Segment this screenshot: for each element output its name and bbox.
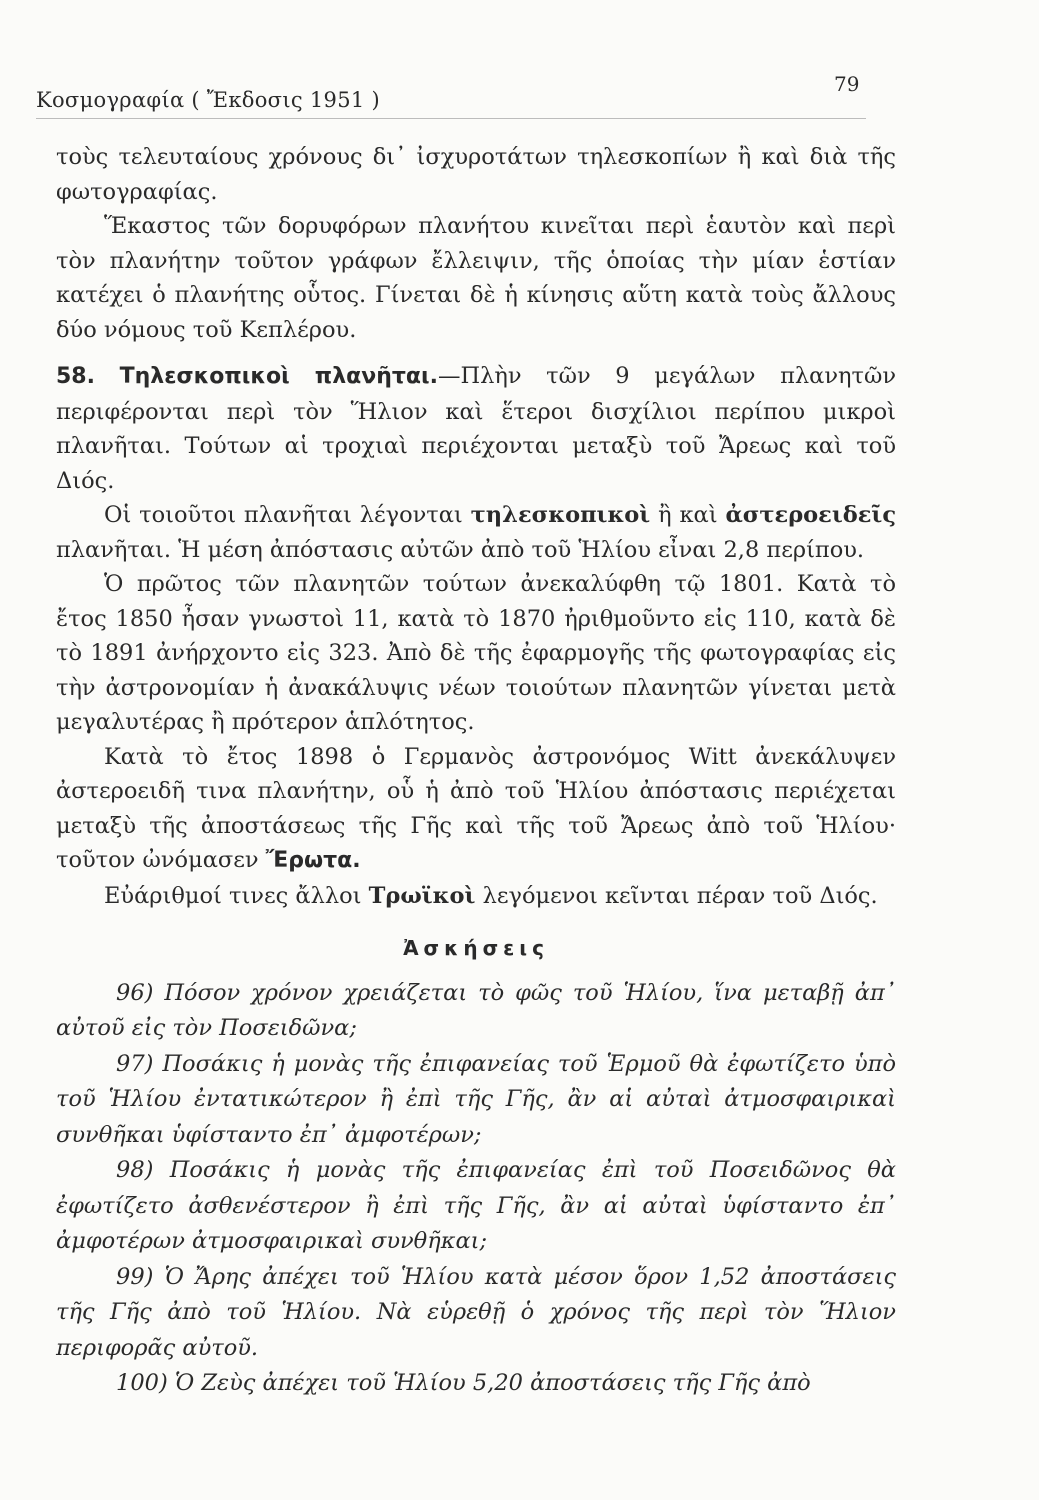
exercise-text: Ποσάκις ἡ μονὰς τῆς ἐπιφανείας ἐπὶ τοῦ Ποσειδῶνος θὰ ἐφωτίζετο ἀσθενέστερον ἢ ἐπὶ τῆς Γῆς, ἂν αἱ αὐταὶ ὑφίσταντο ἐπ᾽ ἀμφοτέρων ἀτμοσφαιρικαὶ συνθῆκαι;	[56, 1157, 896, 1254]
section-58	[56, 359, 896, 498]
section-text: —Πλὴν τῶν 9 μεγάλων πλανητῶν περιφέρονται περὶ τὸν Ἥλιον καὶ ἕτεροι δισχίλιοι περίπου μικροὶ πλανῆται. Τούτων αἱ τροχιαὶ περιέχονται μεταξὺ τοῦ Ἄρεως καὶ τοῦ Διός.	[56, 363, 896, 494]
header-divider	[36, 118, 866, 119]
exercise-100	[56, 1366, 896, 1402]
exercise-number: 98)	[116, 1157, 154, 1183]
main-text	[56, 140, 896, 1402]
exercise-text: Ὁ Ἄρης ἀπέχει τοῦ Ἡλίου κατὰ μέσον ὅρον 1,52 ἀποστάσεις τῆς Γῆς ἀπὸ τοῦ Ἡλίου. Νὰ εὑρεθῇ ὁ χρόνος τῆς περὶ τὸν Ἥλιον περιφορᾶς αὐτοῦ.	[56, 1263, 896, 1361]
text-run: ἢ καὶ	[650, 502, 726, 528]
paragraph-satellites: Ἕκαστος τῶν δορυφόρων πλανήτου κινεῖται περὶ ἑαυτὸν καὶ περὶ τὸν πλανήτην τοῦτον γράφων ἔλλειψιν, τῆς ὁποίας τὴν μίαν ἑστίαν κατέχει ὁ πλανήτης οὗτος. Γίνεται δὲ ἡ κίνησις αὕτη κατὰ τοὺς ἄλλους δύο νόμους τοῦ Κεπλέρου.	[56, 213, 896, 343]
running-header: Κοσμογραφία ( Ἔκδοσις 1951 )	[36, 88, 380, 112]
page-number: 79	[834, 72, 860, 96]
paragraph-asteroids	[56, 498, 896, 567]
term-asteroid: ἀστεροειδεῖς	[725, 502, 897, 528]
text-run: πλανῆται. Ἡ μέση ἀπόστασις αὐτῶν ἀπὸ τοῦ Ἡλίου εἶναι 2,8 περίπου.	[56, 536, 865, 563]
paragraph-trojans	[56, 879, 896, 914]
exercise-text: Ποσάκις ἡ μονὰς τῆς ἐπιφανείας τοῦ Ἑρμοῦ θὰ ἐφωτίζετο ὑπὸ τοῦ Ἡλίου ἐντατικώτερον ἢ ἐπὶ τῆς Γῆς, ἂν αἱ αὐταὶ ἀτμοσφαιρικαὶ συνθῆκαι ὑφίσταντο ἐπ᾽ ἀμφοτέρων;	[56, 1050, 896, 1148]
section-number: 58.	[56, 364, 95, 389]
term-telescopic: τηλεσκοπικοὶ	[470, 502, 651, 528]
exercise-number: 100)	[116, 1370, 168, 1396]
text-run: λεγόμενοι κεῖνται πέραν τοῦ Διός.	[475, 882, 878, 909]
exercise-99	[56, 1260, 896, 1367]
paragraph-continuation: τοὺς τελευταίους χρόνους δι᾽ ἰσχυροτάτων τηλεσκοπίων ἢ καὶ διὰ τῆς φωτογραφίας.	[56, 144, 896, 205]
text-run: Κατὰ τὸ ἔτος 1898 ὁ Γερμανὸς ἀστρονόμος Witt ἀνεκάλυψεν ἀστεροειδῆ τινα πλανήτην, οὗ ἡ ἀπὸ τοῦ Ἡλίου ἀπόστασις περιέχεται μεταξὺ τῆς ἀποστάσεως τῆς Γῆς καὶ τῆς τοῦ Ἄρεως ἀπὸ τοῦ Ἡλίου· τοῦτον ὠνόμασεν	[56, 743, 896, 873]
exercise-number: 96)	[116, 979, 154, 1006]
exercise-96	[56, 976, 896, 1047]
exercise-97	[56, 1047, 896, 1154]
section-title: Τηλεσκοπικοὶ πλανῆται.	[119, 364, 438, 389]
exercise-text: Ὁ Ζεὺς ἀπέχει τοῦ Ἡλίου 5,20 ἀποστάσεις τῆς Γῆς ἀπὸ	[167, 1370, 811, 1396]
exercise-98	[56, 1153, 896, 1260]
paragraph-eros	[56, 740, 896, 879]
exercise-number: 97)	[116, 1050, 154, 1077]
paragraph-discovery: Ὁ πρῶτος τῶν πλανητῶν τούτων ἀνεκαλύφθη τῷ 1801. Κατὰ τὸ ἔτος 1850 ἦσαν γνωστοὶ 11, κατὰ τὸ 1870 ἠριθμοῦντο εἰς 110, κατὰ δὲ τὸ 1891 ἀνήρχοντο εἰς 323. Ἀπὸ δὲ τῆς ἐφαρμογῆς τῆς φωτογραφίας εἰς τὴν ἀστρονομίαν ἡ ἀνακάλυψις νέων τοιούτων πλανητῶν γίνεται μετὰ μεγαλυτέρας ἢ πρότερον ἁπλότητος.	[56, 571, 896, 735]
term-trojans: Τρωϊκοὶ	[368, 882, 476, 909]
term-eros: Ἔρωτα.	[265, 848, 361, 873]
text-run: Οἱ τοιοῦτοι πλανῆται λέγονται	[104, 502, 471, 528]
exercises-heading: Ἀσκήσεις	[403, 936, 549, 960]
text-run: Εὐάριθμοί τινες ἄλλοι	[104, 882, 369, 909]
exercise-text: Πόσον χρόνον χρειάζεται τὸ φῶς τοῦ Ἡλίου, ἵνα μεταβῇ ἀπ᾽ αὐτοῦ εἰς τὸν Ποσειδῶνα;	[56, 979, 896, 1041]
exercise-number: 99)	[116, 1263, 154, 1290]
